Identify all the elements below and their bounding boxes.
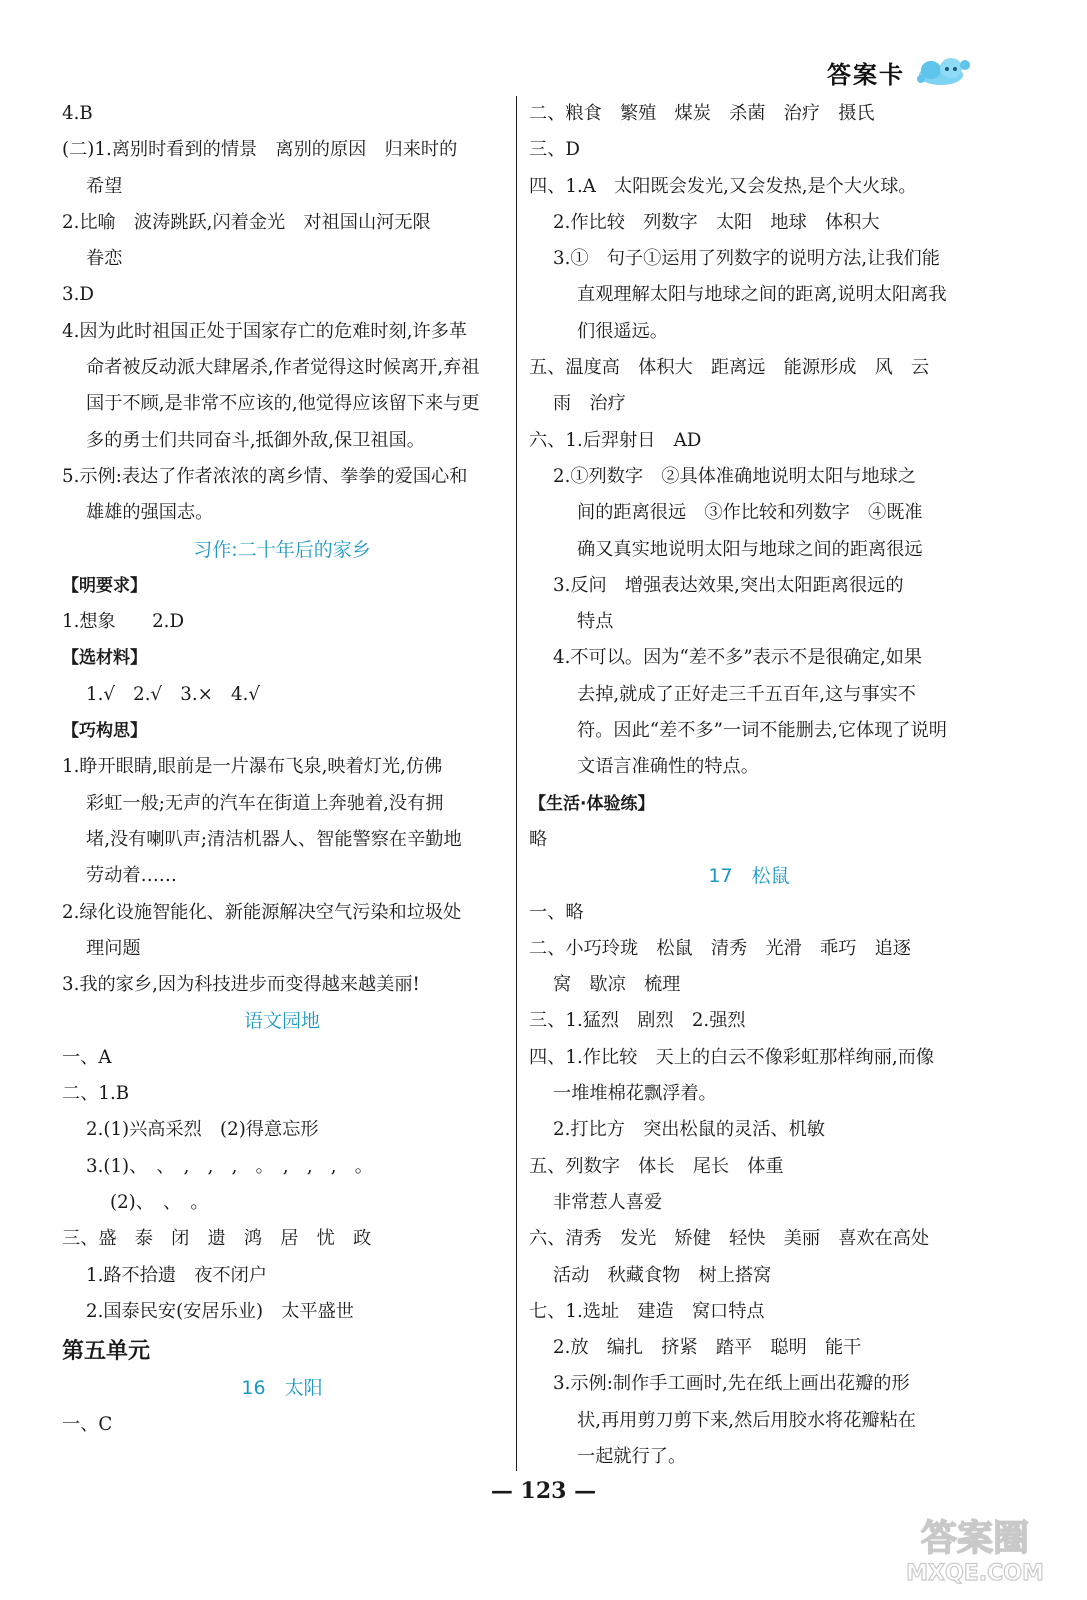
answer-line: 三、盛 泰 闭 遗 鸿 居 忧 政: [62, 1228, 372, 1250]
answer-line: 雄雄的强国志。: [86, 502, 214, 524]
answer-line: 多的勇士们共同奋斗,抵御外敌,保卫祖国。: [86, 429, 425, 451]
answer-line: 去掉,就成了正好走三千五百年,这与事实不: [577, 683, 916, 705]
answer-line: 4.B: [62, 103, 93, 124]
answer-line: 二、小巧玲珑 松鼠 清秀 光滑 乖巧 追逐: [529, 937, 911, 959]
answer-line: 特点: [577, 611, 614, 633]
answer-line: 4.不可以。因为“差不多”表示不是很确定,如果: [553, 647, 923, 669]
header-title: 答案卡: [827, 60, 905, 89]
answer-line: 3.① 句子①运用了列数字的说明方法,让我们能: [553, 248, 940, 270]
answer-line: 文语言准确性的特点。: [577, 756, 759, 778]
answer-line: (2)、 、 。: [110, 1191, 209, 1213]
answer-line: 1.想象 2.D: [62, 611, 185, 633]
svg-text:MXQE.COM: MXQE.COM: [906, 1561, 1044, 1586]
answer-line: 符。因此“差不多”一词不能删去,它体现了说明: [577, 720, 947, 742]
answer-line: 3.我的家乡,因为科技进步而变得越来越美丽!: [62, 974, 420, 996]
answer-line: 5.示例:表达了作者浓浓的离乡情、拳拳的爱国心和: [62, 465, 468, 487]
svg-text:答案圈: 答案圈: [920, 1518, 1030, 1559]
answer-line: 间的距离很远 ③作比较和列数字 ④既准: [577, 502, 923, 524]
section-title: 语文园地: [243, 1010, 320, 1033]
answer-line: 2.(1)兴高采烈 (2)得意忘形: [86, 1119, 319, 1141]
answer-line: 三、D: [529, 139, 580, 161]
section-title: 16 太阳: [241, 1377, 323, 1400]
subsection-label: 【生活·体验练】: [529, 793, 655, 814]
answer-line: 一、C: [62, 1413, 113, 1435]
answer-line: 直观理解太阳与地球之间的距离,说明太阳离我: [577, 284, 947, 306]
answer-line: 略: [529, 828, 548, 850]
right-answer-column: [529, 96, 969, 1475]
unit-heading: 第五单元: [62, 1339, 151, 1365]
answer-line: 状,再用剪刀剪下来,然后用胶水将花瓣粘在: [577, 1409, 916, 1431]
answer-line: 三、1.猛烈 剧烈 2.强烈: [529, 1010, 746, 1032]
answer-line: (二)1.离别时看到的情景 离别的原因 归来时的: [62, 139, 458, 161]
answer-line: 3.(1)、 、 , , , 。 , , , 。: [86, 1155, 373, 1177]
page-number: — 123 —: [490, 1478, 597, 1504]
answer-line: 堵,没有喇叭声;清洁机器人、智能警察在辛勤地: [86, 828, 462, 850]
answer-line: 1.√ 2.√ 3.× 4.√: [86, 683, 260, 705]
answer-line: 2.打比方 突出松鼠的灵活、机敏: [553, 1119, 825, 1141]
answer-line: 2.放 编扎 挤紧 踏平 聪明 能干: [553, 1337, 862, 1359]
subsection-label: 【巧构思】: [62, 721, 147, 742]
answer-line: 2.国泰民安(安居乐业) 太平盛世: [86, 1300, 354, 1322]
answer-line: 3.D: [62, 284, 94, 306]
answer-line: 2.作比较 列数字 太阳 地球 体积大: [553, 211, 880, 233]
answer-line: 劳动着……: [86, 865, 177, 887]
answer-line: 六、清秀 发光 矫健 轻快 美丽 喜欢在高处: [529, 1228, 930, 1250]
answer-line: 2.比喻 波涛跳跃,闪着金光 对祖国山河无限: [62, 211, 431, 233]
answer-line: 1.路不拾遗 夜不闭户: [86, 1264, 268, 1286]
left-answer-column: [62, 96, 502, 1443]
section-title: 17 松鼠: [708, 865, 790, 888]
answer-line: 眷恋: [86, 248, 123, 270]
answer-line: 非常惹人喜爱: [553, 1191, 663, 1213]
answer-line: 3.示例:制作手工画时,先在纸上画出花瓣的形: [553, 1373, 910, 1395]
answer-line: 五、列数字 体长 尾长 体重: [529, 1155, 784, 1177]
answer-line: 命者被反动派大肆屠杀,作者觉得这时候离开,弃祖: [86, 357, 480, 379]
answer-line: 彩虹一般;无声的汽车在街道上奔驰着,没有拥: [86, 792, 444, 814]
answer-line: 一起就行了。: [577, 1445, 687, 1467]
answer-line: 五、温度高 体积大 距离远 能源形成 风 云: [529, 357, 930, 379]
answer-line: 二、粮食 繁殖 煤炭 杀菌 治疗 摄氏: [529, 103, 875, 124]
answer-line: 六、1.后羿射日 AD: [529, 429, 702, 451]
answer-line: 确又真实地说明太阳与地球之间的距离很远: [577, 538, 923, 560]
answer-line: 国于不顾,是非常不应该的,他觉得应该留下来与更: [86, 393, 480, 415]
answer-line: 3.反问 增强表达效果,突出太阳距离很远的: [553, 574, 904, 596]
subsection-label: 【选材料】: [62, 648, 147, 669]
answer-line: 们很遥远。: [577, 320, 668, 342]
answer-line: 一、略: [529, 901, 584, 923]
answer-line: 四、1.A 太阳既会发光,又会发热,是个大火球。: [529, 175, 917, 197]
section-title: 习作:二十年后的家乡: [193, 538, 371, 561]
answer-line: 2.①列数字 ②具体准确地说明太阳与地球之: [553, 465, 916, 487]
answer-line: 七、1.选址 建造 窝口特点: [529, 1300, 765, 1322]
answer-line: 四、1.作比较 天上的白云不像彩虹那样绚丽,而像: [529, 1046, 935, 1068]
answer-line: 雨 治疗: [553, 393, 626, 415]
answer-line: 希望: [86, 175, 123, 197]
page-header: [827, 52, 975, 92]
answer-line: 窝 歇凉 梳理: [553, 974, 681, 996]
answer-line: 4.因为此时祖国正处于国家存亡的危难时刻,许多革: [62, 320, 468, 342]
answer-line: 活动 秋藏食物 树上搭窝: [553, 1264, 772, 1286]
watermark-logo: [895, 1508, 1055, 1588]
answer-line: 一堆堆棉花飘浮着。: [553, 1083, 717, 1105]
answer-line: 二、1.B: [62, 1083, 130, 1105]
column-divider: [516, 96, 517, 1471]
cartoon-cloud-icon: [913, 55, 975, 89]
answer-line: 2.绿化设施智能化、新能源解决空气污染和垃圾处: [62, 901, 462, 923]
answer-line: 一、A: [62, 1046, 112, 1068]
subsection-label: 【明要求】: [62, 575, 147, 596]
answer-line: 1.睁开眼睛,眼前是一片瀑布飞泉,映着灯光,仿佛: [62, 756, 443, 778]
answer-line: 理问题: [86, 937, 141, 959]
